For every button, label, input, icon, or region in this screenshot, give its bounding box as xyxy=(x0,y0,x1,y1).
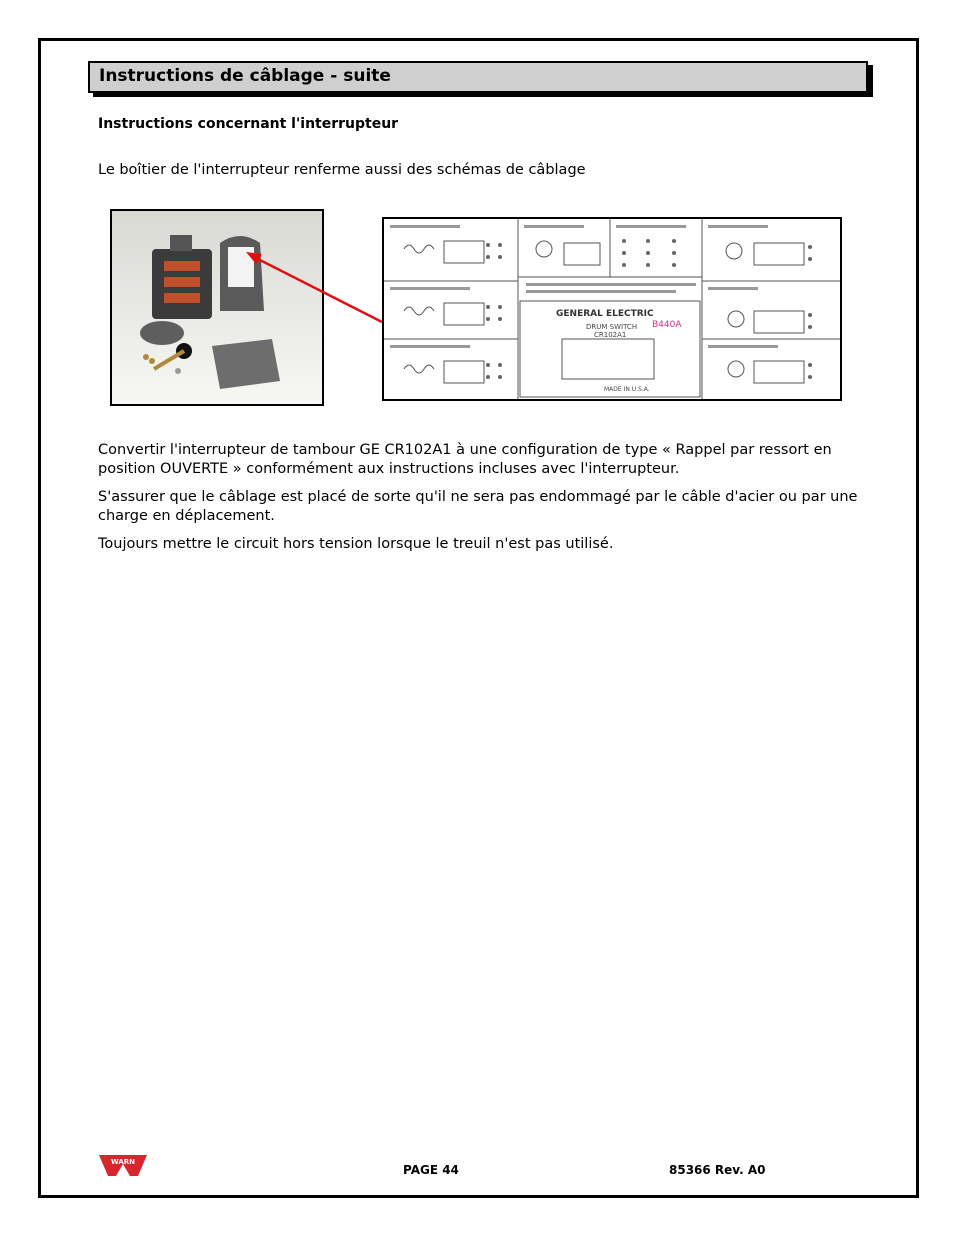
section-title: Instructions de câblage - suite xyxy=(99,66,391,86)
page-number: PAGE 44 xyxy=(403,1163,459,1177)
diagram-stamp: B440A xyxy=(652,320,682,330)
diagram-brand: GENERAL ELECTRIC xyxy=(556,309,654,319)
subheading: Instructions concernant l'interrupteur xyxy=(98,116,399,132)
switch-photo xyxy=(110,209,324,406)
section-header-bar xyxy=(88,61,868,93)
logo-text: WARN xyxy=(110,1158,136,1166)
diagram-model: CR102A1 xyxy=(594,331,627,339)
instruction-paragraph-2: S'assurer que le câblage est placé de sorte qu'il ne sera pas endommagé par le câble d'acier ou par une charge en déplacement. xyxy=(98,489,858,524)
diagram-made-in: MADE IN U.S.A. xyxy=(604,386,650,393)
document-revision: 85366 Rev. A0 xyxy=(669,1163,766,1177)
wiring-diagram xyxy=(382,217,842,401)
instruction-paragraph-3: Toujours mettre le circuit hors tension lorsque le treuil n'est pas utilisé. xyxy=(98,536,614,552)
intro-paragraph: Le boîtier de l'interrupteur renferme aussi des schémas de câblage xyxy=(98,162,586,178)
warn-logo xyxy=(98,1152,148,1178)
diagram-product: DRUM SWITCH xyxy=(586,323,638,331)
instruction-paragraph-1: Convertir l'interrupteur de tambour GE CR102A1 à une configuration de type « Rappel par ressort en position OUVERTE » conformément aux instructions incluses avec l'interrupteur. xyxy=(98,442,832,477)
